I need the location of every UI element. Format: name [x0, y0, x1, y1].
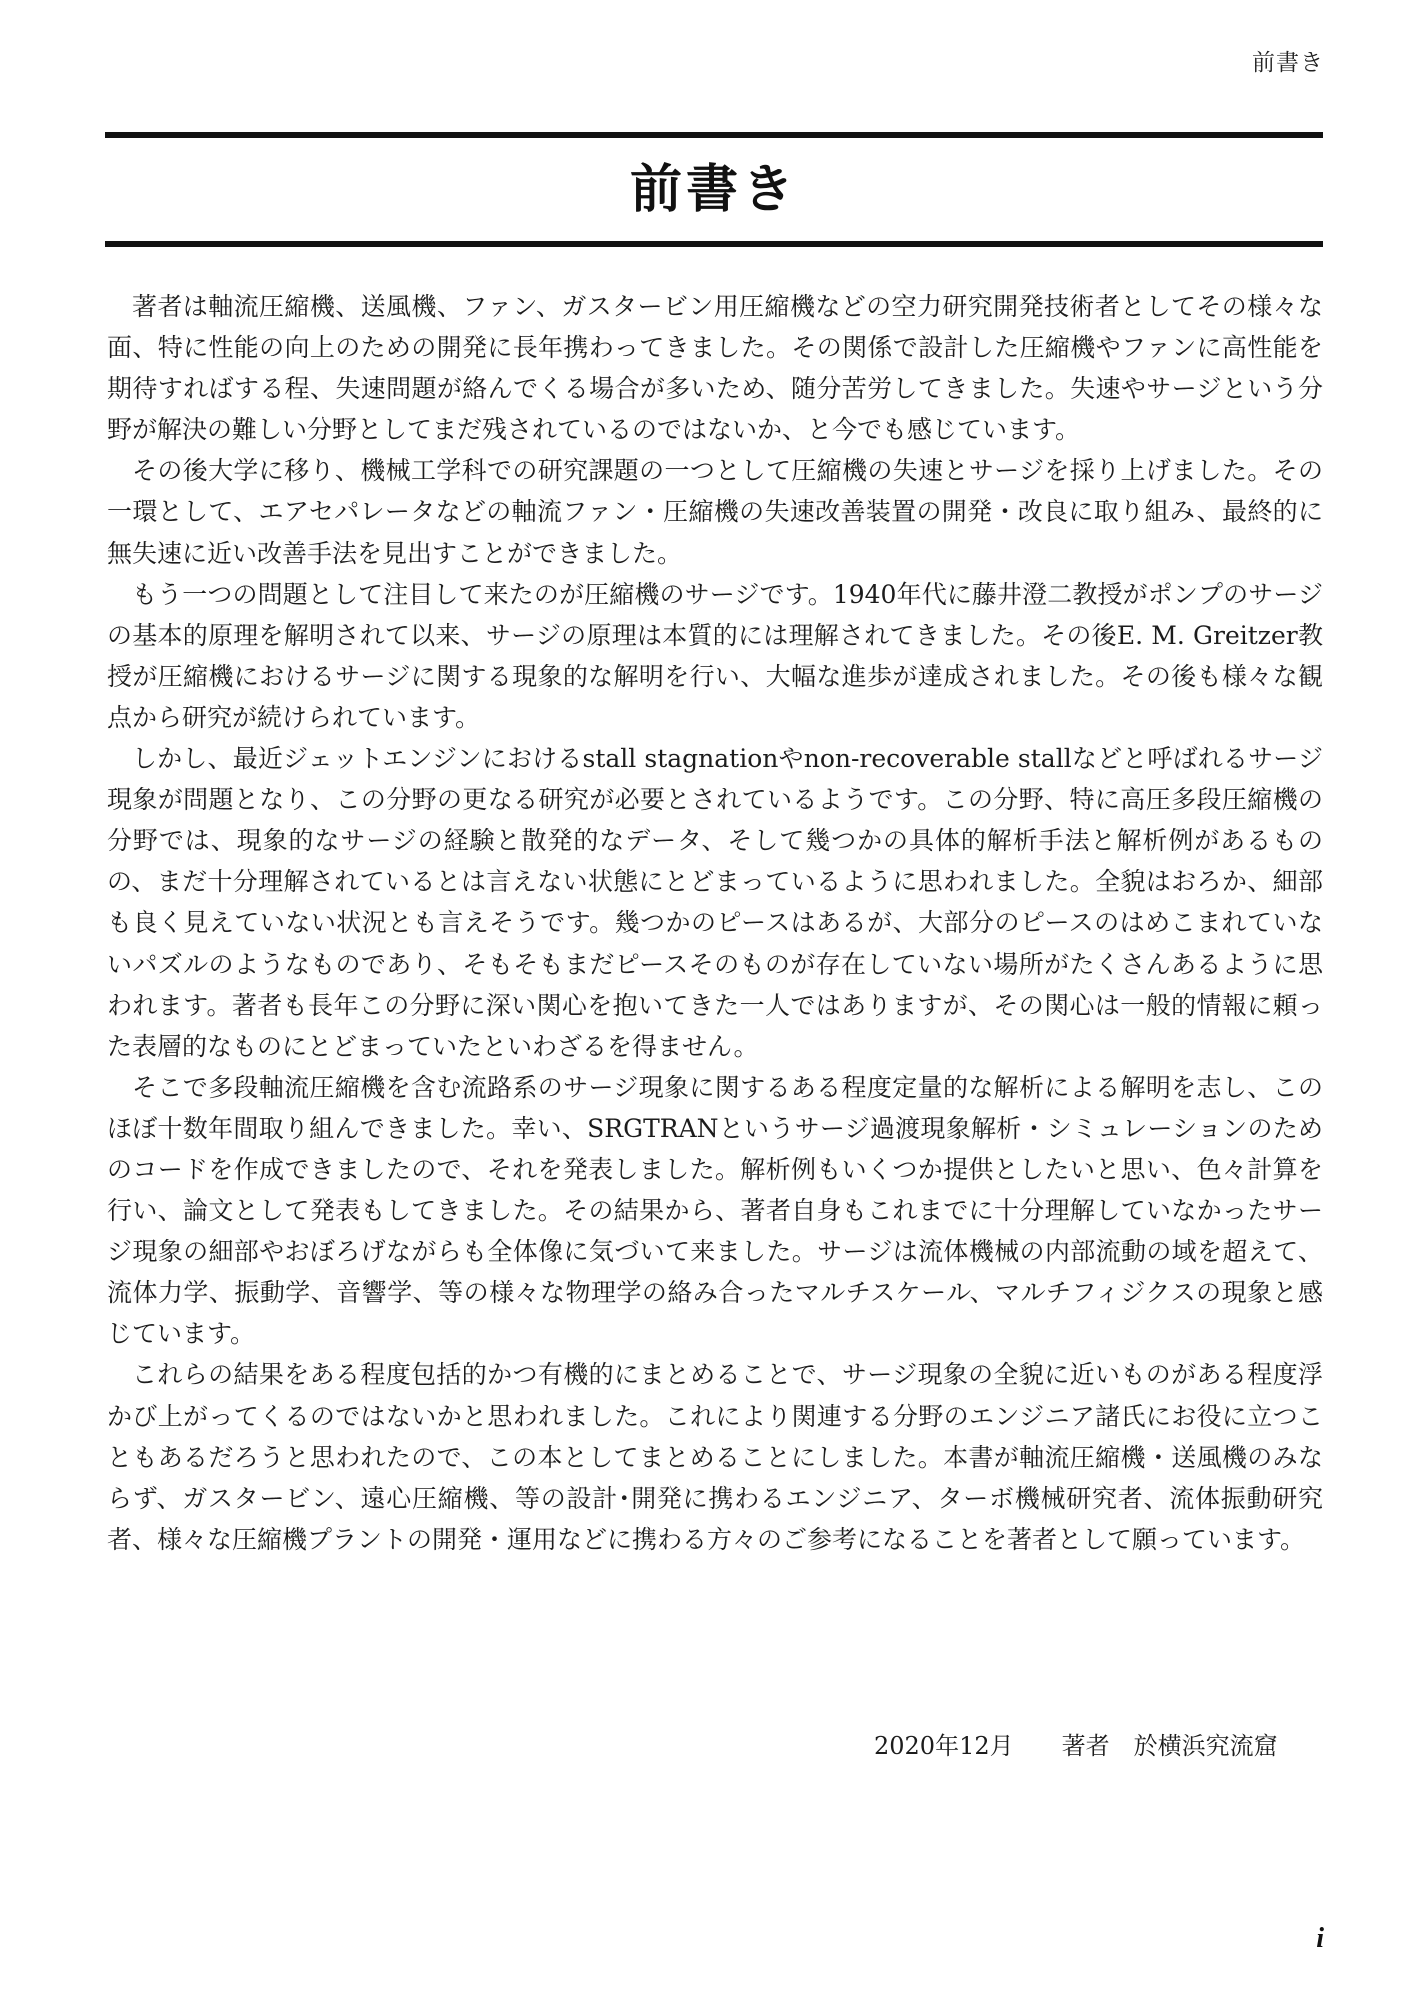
- paragraph: もう一つの問題として注目して来たのが圧縮機のサージです。1940年代に藤井澄二教授がポンプのサージの基本的原理を解明されて以来、サージの原理は本質的には理解されてきました。その後E. M. Greitzer教授が圧縮機におけるサージに関する現象的な解明を行い、大幅な進歩が達成されました。その後も様々な観点から研究が続けられています。: [107, 579, 1323, 732]
- date-author-signature: 2020年12月 著者 於横浜究流窟: [874, 1732, 1278, 1760]
- title-bottom-rule: [105, 241, 1323, 247]
- paragraph: これらの結果をある程度包括的かつ有機的にまとめることで、サージ現象の全貌に近いものがある程度浮かび上がってくるのではないかと思われました。これにより関連する分野のエンジニア諸氏にお役に立つこともあるだろうと思われたので、この本としてまとめることにしました。本書が軸流圧縮機・送風機のみならず、ガスタービン、遠心圧縮機、等の設計･開発に携わるエンジニア、ターボ機械研究者、流体振動研究者、様々な圧縮機プラントの開発・運用などに携わる方々のご参考になることを著者として願っています。: [107, 1360, 1323, 1554]
- running-head: 前書き: [1252, 50, 1324, 76]
- preface-body: [107, 286, 1323, 1560]
- page-title: 前書き: [629, 160, 798, 220]
- paragraph: 著者は軸流圧縮機、送風機、ファン、ガスタービン用圧縮機などの空力研究開発技術者としてその様々な面、特に性能の向上のための開発に長年携わってきました。その関係で設計した圧縮機やファンに高性能を期待すればする程、失速問題が絡んでくる場合が多いため、随分苦労してきました。失速やサージという分野が解決の難しい分野としてまだ残されているのではないか、と今でも感じています。: [107, 292, 1323, 445]
- page-number: i: [1316, 1923, 1324, 1954]
- paragraph: その後大学に移り、機械工学科での研究課題の一つとして圧縮機の失速とサージを採り上げました。その一環として、エアセパレータなどの軸流ファン・圧縮機の失速改善装置の開発・改良に取り組み、最終的に無失速に近い改善手法を見出すことができました。: [107, 456, 1323, 568]
- title-top-rule: [105, 132, 1323, 138]
- paragraph: そこで多段軸流圧縮機を含む流路系のサージ現象に関するある程度定量的な解析による解明を志し、このほぼ十数年間取り組んできました。幸い、SRGTRANというサージ過渡現象解析・シミュレーションのためのコードを作成できましたので、それを発表しました。解析例もいくつか提供としたいと思い、色々計算を行い、論文として発表もしてきました。その結果から、著者自身もこれまでに十分理解していなかったサージ現象の細部やおぼろげながらも全体像に気づいて来ました。サージは流体機械の内部流動の域を超えて、流体力学、振動学、音響学、等の様々な物理学の絡み合ったマルチスケール、マルチフィジクスの現象と感じています。: [107, 1072, 1323, 1349]
- paragraph: しかし、最近ジェットエンジンにおけるstall stagnationやnon-recoverable stallなどと呼ばれるサージ現象が問題となり、この分野の更なる研究が必要とされているようです。この分野、特に高圧多段圧縮機の分野では、現象的なサージの経験と散発的なデータ、そして幾つかの具体的解析手法と解析例があるものの、まだ十分理解されているとは言えない状態にとどまっているように思われました。全貌はおろか、細部も良く見えていない状況とも言えそうです。幾つかのピースはあるが、大部分のピースのはめこまれていないパズルのようなものであり、そもそもまだピースそのものが存在していない場所がたくさんあるように思われます。著者も長年この分野に深い関心を抱いてきた一人ではありますが、その関心は一般的情報に頼った表層的なものにとどまっていたといわざるを得ません。: [107, 744, 1323, 1061]
